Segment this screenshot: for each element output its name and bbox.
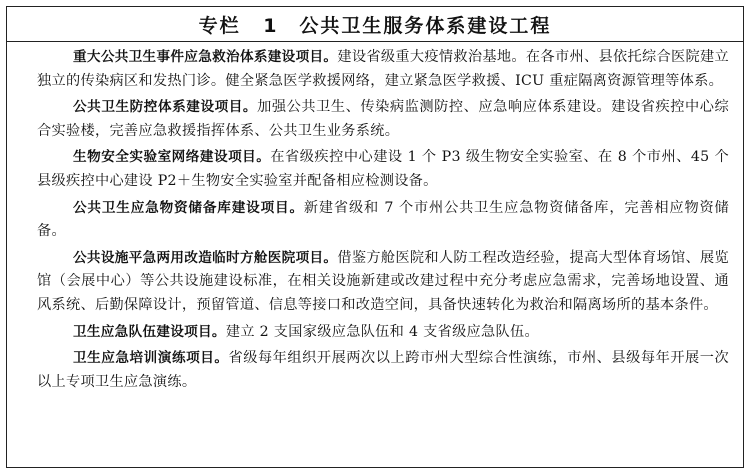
project-paragraph <box>37 96 729 143</box>
project-heading: 生物安全实验室网络建设项目。 <box>73 149 271 166</box>
project-heading: 公共设施平急两用改造临时方舱医院项目。 <box>73 249 338 266</box>
project-paragraph <box>37 347 729 394</box>
project-paragraph <box>37 247 729 318</box>
project-description: 在省级疾控中心建设 1 个 P3 级生物安全实验室、在 8 个市州、45 个县级疾控中心建设 P2＋生物安全实验室并配备相应检测设备。 <box>37 149 729 189</box>
sidebar-panel <box>6 6 744 468</box>
project-paragraph <box>37 146 729 193</box>
project-description: 建设省级重大疫情救治基地。在各市州、县依托综合医院建立独立的传染病区和发热门诊。健全紧急医学救援网络，建立紧急医学救援、ICU 重症隔离资源管理等体系。 <box>37 49 729 89</box>
project-description: 加强公共卫生、传染病监测防控、应急响应体系建设。建设省疾控中心综合实验楼，完善应急救援指挥体系、公共卫生业务系统。 <box>37 99 729 139</box>
project-paragraph <box>37 46 729 93</box>
project-heading: 公共卫生应急物资储备库建设项目。 <box>73 199 304 216</box>
project-heading: 卫生应急培训演练项目。 <box>73 350 229 367</box>
project-description: 借鉴方舱医院和人防工程改造经验，提高大型体育场馆、展览馆（会展中心）等公共设施建设标准，在相关设施新建或改建过程中充分考虑应急需求，完善场地设置、通风系统、后勤保障设计，预留管道、信息等接口和改造空间，具备快速转化为救治和隔离场所的基本条件。 <box>37 249 729 313</box>
project-heading: 卫生应急队伍建设项目。 <box>73 323 226 340</box>
project-heading: 公共卫生防控体系建设项目。 <box>73 99 258 116</box>
project-description: 省级每年组织开展两次以上跨市州大型综合性演练，市州、县级每年开展一次以上专项卫生应急演练。 <box>37 350 729 390</box>
panel-body <box>7 42 743 394</box>
project-paragraph <box>37 321 729 345</box>
project-heading: 重大公共卫生事件应急救治体系建设项目。 <box>73 49 338 65</box>
panel-header <box>7 7 743 42</box>
project-paragraph <box>37 197 729 244</box>
panel-title: 专栏 1 公共卫生服务体系建设工程 <box>198 14 552 37</box>
project-description: 建立 2 支国家级应急队伍和 4 支省级应急队伍。 <box>225 323 539 340</box>
project-description: 新建省级和 7 个市州公共卫生应急物资储备库，完善相应物资储备。 <box>37 199 729 240</box>
